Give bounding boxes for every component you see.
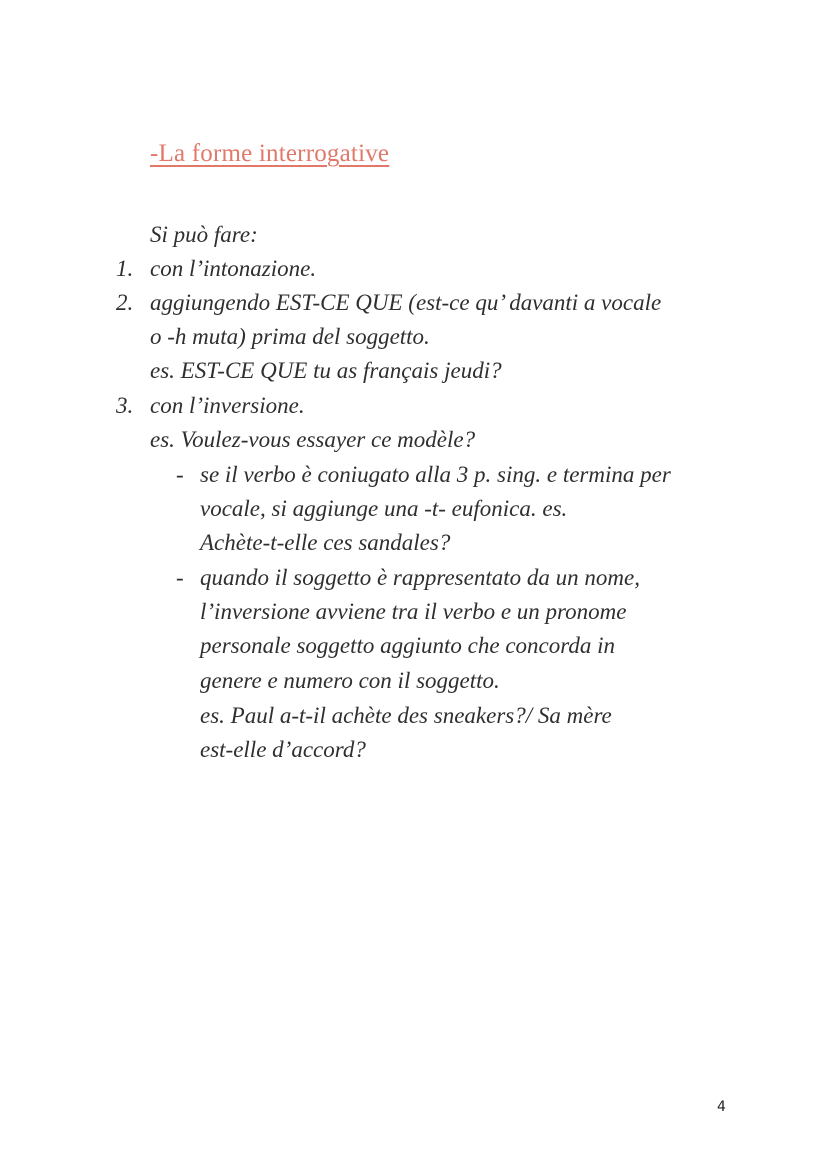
list-number-1: 1.: [116, 256, 134, 281]
intro-text: Si può fare:: [150, 222, 258, 247]
sub-bullet-2: -: [176, 565, 184, 590]
page-number: 4: [717, 1099, 726, 1115]
sub-item-1-line-3: Achète-t-elle ces sandales?: [200, 530, 451, 555]
sub-item-1-line-1: se il verbo è coniugato alla 3 p. sing. e termina per: [200, 462, 671, 487]
list-item-2-line-2: o -h muta) prima del soggetto.: [150, 324, 430, 349]
list-number-2: 2.: [116, 290, 134, 315]
list-item-2-example: es. EST-CE QUE tu as français jeudi?: [150, 358, 502, 383]
sub-item-2-line-6: est-elle d’accord?: [200, 737, 366, 762]
sub-bullet-1: -: [176, 462, 184, 487]
list-number-3: 3.: [116, 393, 134, 418]
sub-item-2-line-5: es. Paul a-t-il achète des sneakers?/ Sa mère: [200, 703, 612, 728]
sub-item-2-line-3: personale soggetto aggiunto che concorda in: [200, 633, 615, 658]
list-item-3-line-1: con l’inversione.: [150, 393, 305, 418]
section-heading: -La forme interrogative: [150, 140, 390, 167]
sub-item-1-line-2: vocale, si aggiunge una -t- eufonica. es.: [200, 496, 568, 521]
sub-item-2-line-2: l’inversione avviene tra il verbo e un pronome: [200, 599, 627, 624]
list-item-1-line-1: con l’intonazione.: [150, 256, 317, 281]
sub-item-2-line-4: genere e numero con il soggetto.: [200, 668, 500, 693]
list-item-3-example: es. Voulez-vous essayer ce modèle?: [150, 427, 476, 452]
list-item-2-line-1: aggiungendo EST-CE QUE (est-ce qu’ davanti a vocale: [150, 290, 662, 315]
sub-item-2-line-1: quando il soggetto è rappresentato da un nome,: [200, 565, 640, 590]
